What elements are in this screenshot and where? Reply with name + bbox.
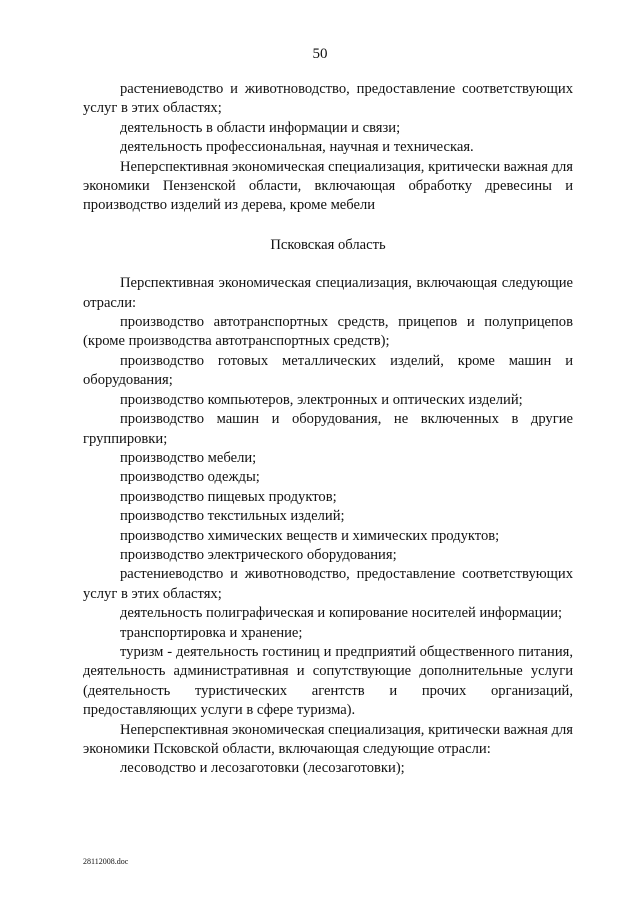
document-body [83, 80, 573, 779]
paragraph: деятельность профессиональная, научная и техническая. [120, 139, 474, 156]
paragraph: растениеводство и животноводство, предоставление соответствующих услуг в этих областях; [83, 566, 573, 602]
paragraph: туризм - деятельность гостиниц и предприятий общественного питания, деятельность административная и сопутствующие дополнительные услуги (деятельность туристических агентств и прочих организаций, предоставляющих услуги в сфере туризма). [83, 643, 573, 719]
paragraph: производство мебели; [120, 449, 257, 466]
paragraph: производство электрического оборудования; [120, 546, 397, 563]
paragraph: растениеводство и животноводство, предоставление соответствующих услуг в этих областях; [83, 81, 573, 117]
paragraph: Неперспективная экономическая специализация, критически важная для экономики Псковской области, включающая следующие отрасли: [83, 721, 574, 757]
footer-filename: 28112008.doc [83, 857, 129, 866]
paragraph: производство готовых металлических изделий, кроме машин и оборудования; [83, 352, 573, 389]
paragraph: производство одежды; [120, 469, 260, 486]
paragraph: Неперспективная экономическая специализация, критически важная для экономики Пензенской области, включающая обработку древесины и производство изделий из дерева, кроме мебели [83, 158, 574, 214]
section-heading: Псковская область [270, 236, 386, 253]
page-number: 50 [312, 46, 328, 62]
paragraph: деятельность в области информации и связи; [120, 119, 401, 136]
paragraph: производство компьютеров, электронных и оптических изделий; [120, 391, 523, 408]
paragraph: производство машин и оборудования, не включенных в другие группировки; [83, 411, 573, 447]
paragraph: производство пищевых продуктов; [120, 488, 337, 505]
paragraph: производство автотранспортных средств, прицепов и полуприцепов (кроме производства автотранспортных средств); [83, 314, 573, 350]
paragraph: транспортировка и хранение; [120, 624, 303, 641]
paragraph: Перспективная экономическая специализация, включающая следующие отрасли: [83, 275, 573, 311]
paragraph: деятельность полиграфическая и копирование носителей информации; [120, 605, 563, 622]
paragraph: производство химических веществ и химических продуктов; [120, 527, 500, 544]
paragraph: лесоводство и лесозаготовки (лесозаготовки); [120, 760, 405, 777]
paragraph: производство текстильных изделий; [120, 508, 345, 525]
